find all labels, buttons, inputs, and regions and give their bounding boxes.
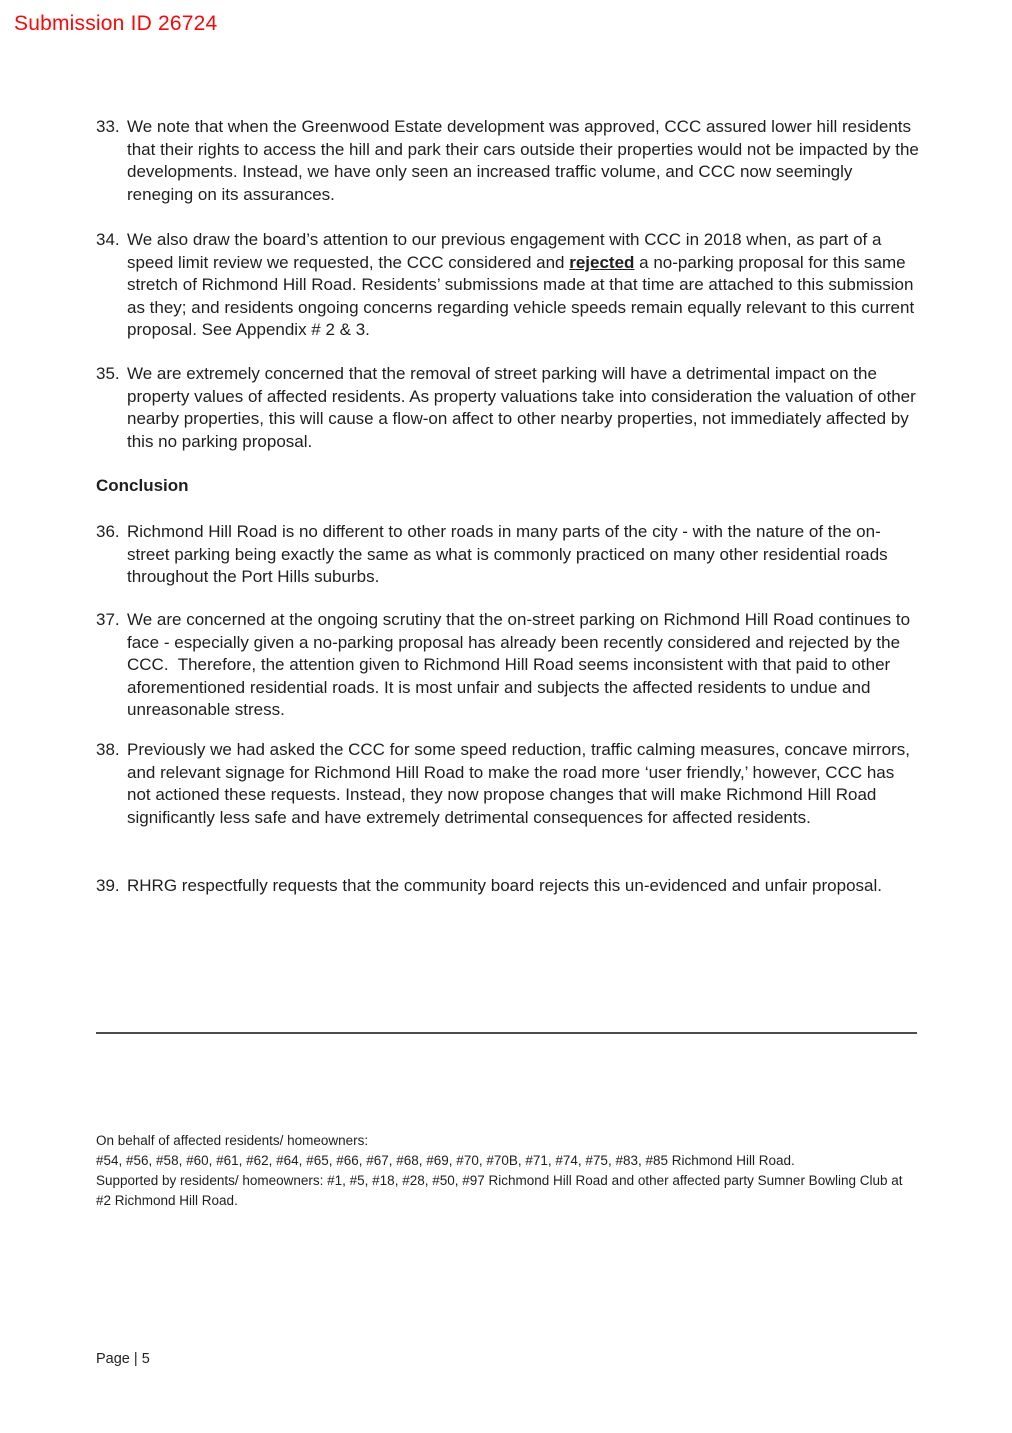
paragraph-text: We note that when the Greenwood Estate development was approved, CCC assured lower hill residents that their rights to access the hill and park their cars outside their properties would not be impacted by the developments. Instead, we have only seen an increased traffic volume, and CCC now seemingly reneging on its assurances. (127, 117, 924, 204)
paragraph-text: RHRG respectfully requests that the community board rejects this un-evidenced and unfair proposal. (127, 876, 882, 895)
paragraph-36 (96, 521, 920, 589)
separator-line (96, 1032, 917, 1034)
page-number: Page | 5 (96, 1351, 150, 1367)
paragraph-39 (96, 875, 920, 898)
footer-line: On behalf of affected residents/ homeowners: (96, 1133, 369, 1148)
paragraph-number: 35. (96, 364, 120, 383)
paragraph-text-before: We also draw the board’s attention to our previous engagement with CCC in 2018 when, as part of a speed limit review we requested, the CCC considered and (127, 230, 887, 272)
paragraph-number: 38. (96, 740, 120, 759)
paragraph-text: We are extremely concerned that the removal of street parking will have a detrimental impact on the property values of affected residents. As property valuations take into consideration the valuation of other nearby properties, this will cause a flow-on affect to other nearby properties, not immediately affected by this no parking proposal. (127, 364, 921, 451)
paragraph-37 (96, 609, 920, 722)
footer-line: Supported by residents/ homeowners: #1, #5, #18, #28, #50, #97 Richmond Hill Road and other affected party Sumner Bowling Club at (96, 1173, 903, 1188)
paragraph-number: 34. (96, 230, 120, 249)
paragraph-number: 36. (96, 522, 120, 541)
paragraph-text: Richmond Hill Road is no different to other roads in many parts of the city - with the nature of the on-street parking being exactly the same as what is commonly practiced on many other residential roads throughout the Port Hills suburbs. (127, 522, 893, 587)
footer-line: #2 Richmond Hill Road. (96, 1193, 238, 1208)
paragraph-number: 37. (96, 610, 120, 629)
paragraph-34 (96, 229, 920, 342)
conclusion-heading: Conclusion (96, 476, 189, 495)
rejected-emphasis: rejected (569, 252, 635, 272)
paragraph-35 (96, 363, 920, 453)
paragraph-text: Previously we had asked the CCC for some speed reduction, traffic calming measures, concave mirrors, and relevant signage for Richmond Hill Road to make the road more ‘user friendly,’ however, CCC has not actioned these requests. Instead, they now propose changes that will make Richmond Hill Road significantly less safe and have extremely detrimental consequences for affected residents. (127, 740, 915, 827)
paragraph-text: We are concerned at the ongoing scrutiny that the on-street parking on Richmond Hill Road continues to face - especially given a no-parking proposal has already been recently considered and rejected by the CCC. Therefore, the attention given to Richmond Hill Road seems inconsistent with that paid to other aforementioned residential roads. It is most unfair and subjects the affected residents to undue and unreasonable stress. (127, 610, 915, 720)
paragraph-number: 39. (96, 876, 120, 895)
paragraph-33 (96, 116, 924, 206)
paragraph-text-after: a no-parking proposal for this same stretch of Richmond Hill Road. Residents’ submissions made at that time are attached to this submission as they; and residents ongoing concerns regarding vehicle speeds remain equally relevant to this current proposal. See Appendix # 2 & 3. (127, 252, 919, 340)
paragraph-number: 33. (96, 117, 120, 136)
paragraph-38 (96, 739, 920, 829)
submission-id-label: Submission ID 26724 (14, 12, 218, 35)
footer-line: #54, #56, #58, #60, #61, #62, #64, #65, #66, #67, #68, #69, #70, #70B, #71, #74, #75, #83, #85 Richmond Hill Road. (96, 1153, 795, 1168)
signatories-block (96, 1131, 936, 1211)
paragraph-text (127, 229, 920, 342)
